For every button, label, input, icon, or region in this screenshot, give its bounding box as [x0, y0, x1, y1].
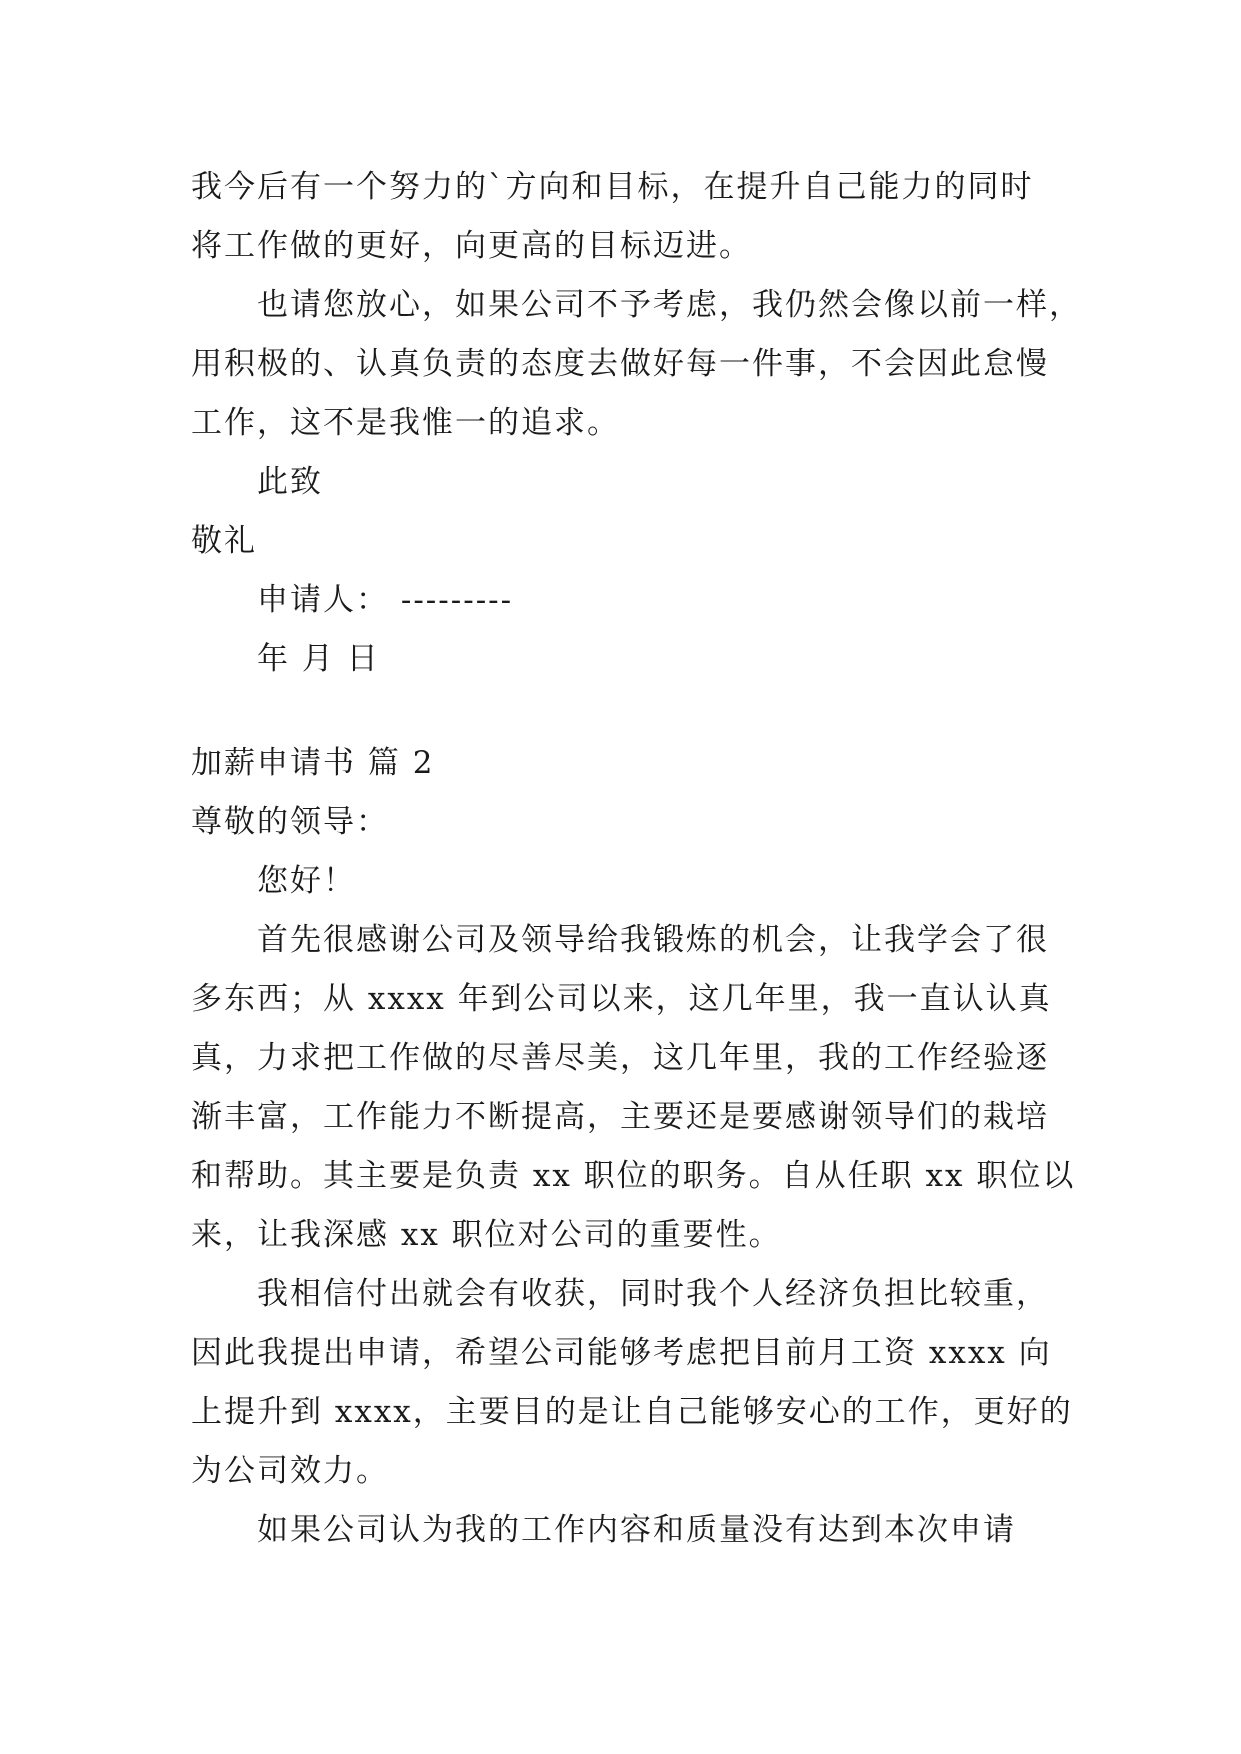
paragraph-line: 工作，这不是我惟一的追求。	[191, 405, 620, 441]
paragraph-line: 因此我提出申请，希望公司能够考虑把目前月工资 xxxx 向	[191, 1335, 1052, 1371]
section-title: 加薪申请书 篇 2	[191, 745, 435, 781]
paragraph-line: 渐丰富，工作能力不断提高，主要还是要感谢领导们的栽培	[191, 1099, 1049, 1135]
section-gap	[191, 689, 1071, 734]
paragraph-line: 首先很感谢公司及领导给我锻炼的机会，让我学会了很	[257, 922, 1049, 958]
paragraph-line: 为公司效力。	[191, 1453, 389, 1489]
paragraph-line: 也请您放心，如果公司不予考虑，我仍然会像以前一样，	[257, 287, 1082, 323]
letter-greeting: 尊敬的领导：	[191, 804, 389, 840]
closing-salutation: 此致	[257, 464, 323, 500]
paragraph-line: 如果公司认为我的工作内容和质量没有达到本次申请	[257, 1512, 1016, 1548]
paragraph-line: 来，让我深感 xx 职位对公司的重要性。	[191, 1217, 782, 1253]
applicant-signature-line: 申请人： ---------	[257, 582, 514, 618]
paragraph-line: 我相信付出就会有收获，同时我个人经济负担比较重，	[257, 1276, 1049, 1312]
paragraph-line: 和帮助。其主要是负责 xx 职位的职务。自从任职 xx 职位以	[191, 1158, 1076, 1194]
letter-hello: 您好！	[257, 863, 356, 899]
paragraph-line: 将工作做的更好，向更高的目标迈进。	[191, 228, 752, 264]
paragraph-line: 我今后有一个努力的`方向和目标，在提升自己能力的同时	[191, 169, 1034, 205]
paragraph-line: 上提升到 xxxx，主要目的是让自己能够安心的工作，更好的	[191, 1394, 1073, 1430]
paragraph-line: 用积极的、认真负责的态度去做好每一件事，不会因此怠慢	[191, 346, 1049, 382]
paragraph-line: 多东西；从 xxxx 年到公司以来，这几年里，我一直认认真	[191, 981, 1052, 1017]
date-line: 年 月 日	[257, 641, 380, 677]
closing-regards: 敬礼	[191, 523, 257, 559]
document-body	[191, 158, 1082, 1560]
paragraph-line: 真，力求把工作做的尽善尽美，这几年里，我的工作经验逐	[191, 1040, 1049, 1076]
